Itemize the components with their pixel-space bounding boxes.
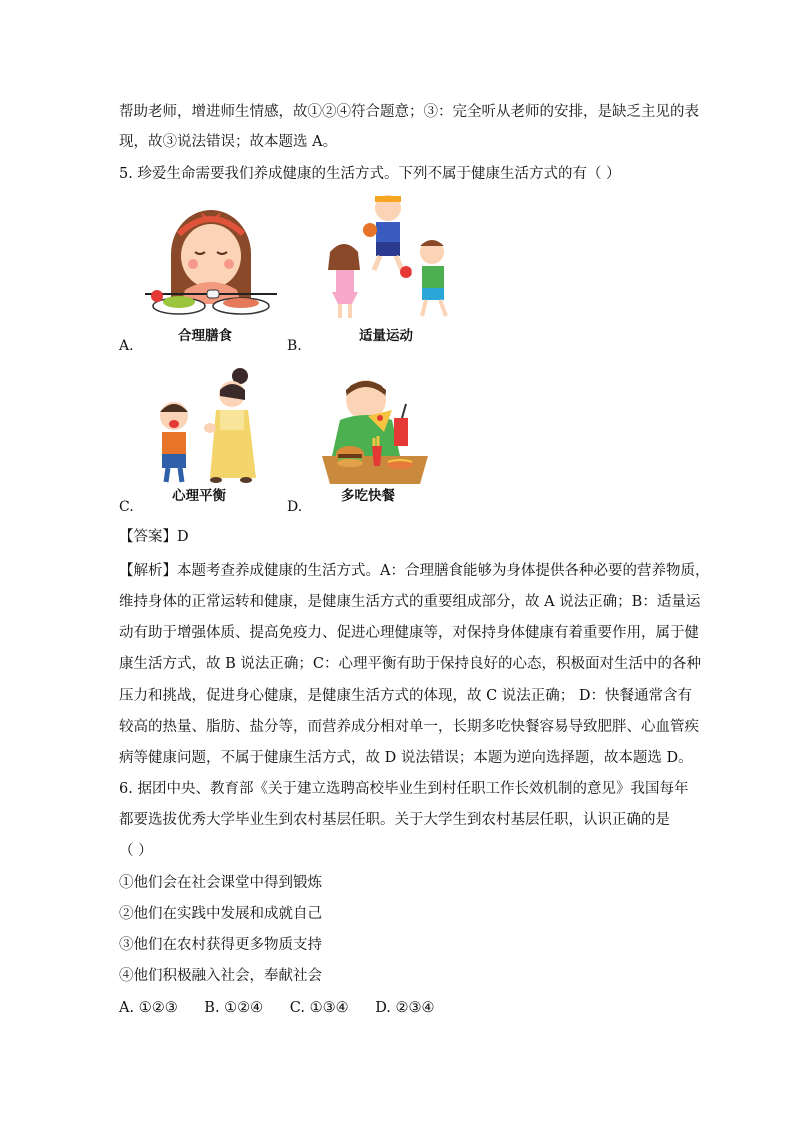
option-a-label[interactable]: A. [119,338,134,354]
analysis-line-4: 康生活方式，故 B 说法正确；C：心理平衡有助于保持良好的心态，积极面对生活中的各种 [119,656,701,672]
analysis-line-3: 动有助于增强体质、提高免疫力、促进心理健康等，对保持身体健康有着重要作用，属于健 [119,625,699,641]
q6-choice-a[interactable]: A. ①②③ [119,1000,178,1016]
q6-item-2: ②他们在实践中发展和成就自己 [119,906,322,922]
q6-choices [119,998,457,1018]
analysis-line-5: 压力和挑战，促进身心健康，是健康生活方式的体现，故 C 说法正确； D：快餐通常含有 [119,688,693,704]
q6-item-3: ③他们在农村获得更多物质支持 [119,937,322,953]
option-a-caption: 合理膳食 [178,328,232,344]
q5-answer: 【答案】D [119,529,189,545]
analysis-line-6: 较高的热量、脂肪、盐分等，而营养成分相对单一，长期多吃快餐容易导致肥胖、心血管疾 [119,719,699,735]
q6-item-4: ④他们积极融入社会，奉献社会 [119,968,322,984]
q6-stem-line-2: 都要选拔优秀大学毕业生到农村基层任职。关于大学生到农村基层任职，认识正确的是 [119,812,670,828]
children-playing-sports-icon [318,192,460,322]
q6-choice-c[interactable]: C. ①③④ [289,1000,349,1016]
intro-line-2: 现，故③说法错误；故本题选 A。 [119,134,338,150]
option-b-label[interactable]: B. [287,338,302,354]
q6-item-1: ①他们会在社会课堂中得到锻炼 [119,875,322,891]
girl-eating-meal-icon [145,194,277,322]
q6-choice-d[interactable]: D. ②③④ [375,1000,435,1016]
mother-comforting-child-icon [150,366,262,486]
q6-choice-b[interactable]: B. ①②④ [204,1000,264,1016]
option-d-caption: 多吃快餐 [341,488,395,504]
q5-stem: 5. 珍爱生命需要我们养成健康的生活方式。下列不属于健康生活方式的有（ ） [119,166,621,182]
intro-line-1: 帮助老师，增进师生情感，故①②④符合题意；③：完全听从老师的安排，是缺乏主见的表 [119,104,699,120]
q6-stem-line-3: （ ） [119,843,153,859]
analysis-line-7: 病等健康问题，不属于健康生活方式，故 D 说法错误；本题为逆向选择题，故本题选 D。 [119,750,693,766]
option-c-label[interactable]: C. [119,499,134,515]
option-c-caption: 心理平衡 [172,488,226,504]
analysis-line-2: 维持身体的正常运转和健康，是健康生活方式的重要组成部分，故 A 说法正确；B：适量运 [119,594,701,610]
option-b-caption: 适量运动 [359,328,413,344]
boy-eating-fast-food-icon [320,374,430,486]
option-d-label[interactable]: D. [287,499,303,515]
analysis-line-1: 【解析】本题考查养成健康的生活方式。A：合理膳食能够为身体提供各种必要的营养物质， [119,563,710,579]
q6-stem-line-1: 6. 据团中央、教育部《关于建立选聘高校毕业生到村任职工作长效机制的意见》我国每年 [119,781,689,797]
